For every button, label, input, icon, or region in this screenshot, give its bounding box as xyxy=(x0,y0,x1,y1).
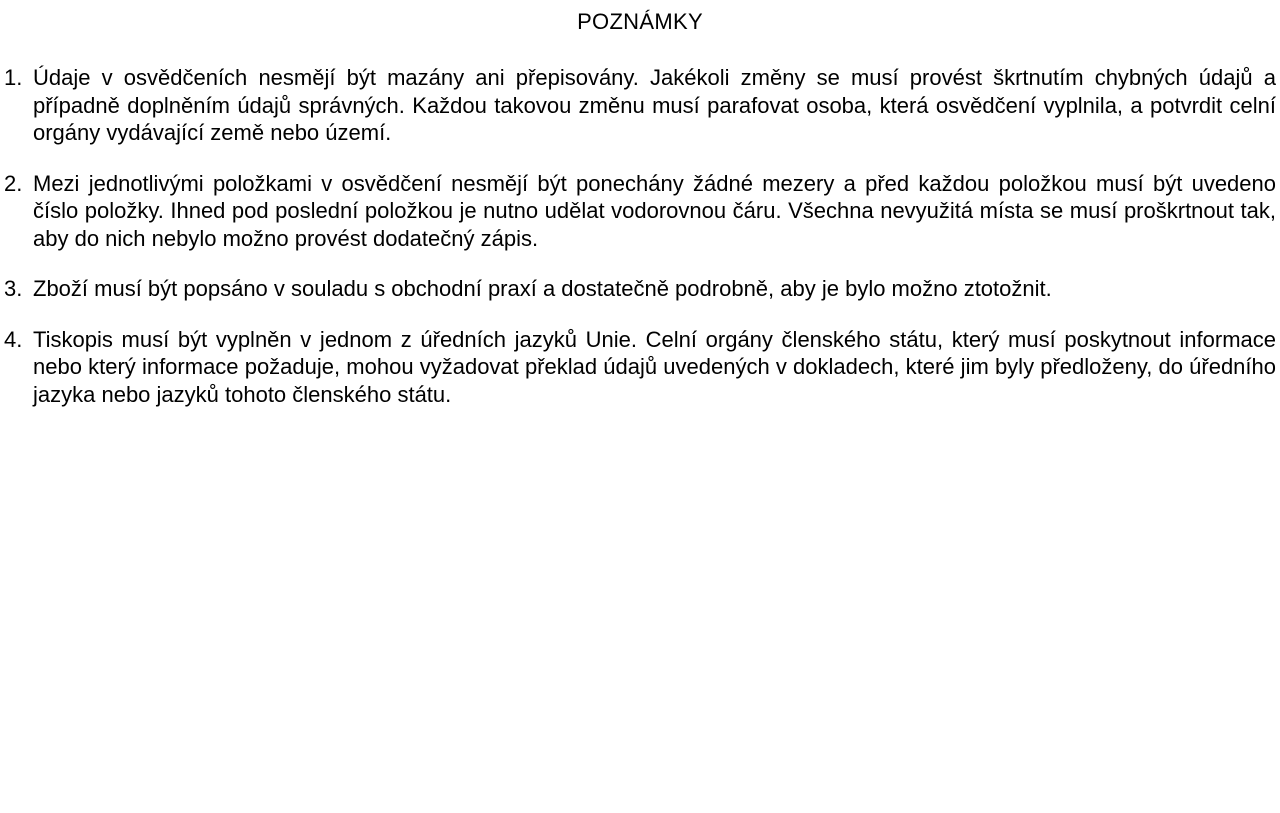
note-item-2 xyxy=(4,170,1276,253)
note-number: 3. xyxy=(4,276,23,301)
note-item-3 xyxy=(4,275,1276,303)
note-item-4 xyxy=(4,326,1276,409)
note-text: Údaje v osvědčeních nesmějí být mazány ani přepisovány. Jakékoli změny se musí provést škrtnutím chybných údajů a případně doplněním údajů správných. Každou takovou změnu musí parafovat osoba, která osvědčení vyplnila, a potvrdit celní orgány vydávající země nebo území. xyxy=(33,65,1276,145)
note-number: 2. xyxy=(4,170,23,196)
note-item-1 xyxy=(4,64,1276,147)
notes-list xyxy=(4,64,1276,408)
note-text: Mezi jednotlivými položkami v osvědčení nesmějí být ponechány žádné mezery a před každou položkou musí být uvedeno číslo položky. Ihned pod poslední položkou je nutno udělat vodorovnou čáru. Všechna nevyužitá místa se musí proškrtnout tak, aby do nich nebylo možno provést dodatečný zápis. xyxy=(33,170,1276,251)
note-text: Zboží musí být popsáno v souladu s obchodní praxí a dostatečně podrobně, aby je bylo možno ztotožnit. xyxy=(33,276,1052,301)
note-number: 4. xyxy=(4,326,23,352)
page-title: POZNÁMKY xyxy=(577,9,703,34)
note-text: Tiskopis musí být vyplněn v jednom z úředních jazyků Unie. Celní orgány členského státu, který musí poskytnout informace nebo který informace požaduje, mohou vyžadovat překlad údajů uvedených v dokladech, které jim byly předloženy, do úředního jazyka nebo jazyků tohoto členského státu. xyxy=(33,326,1276,407)
note-number: 1. xyxy=(4,65,23,90)
